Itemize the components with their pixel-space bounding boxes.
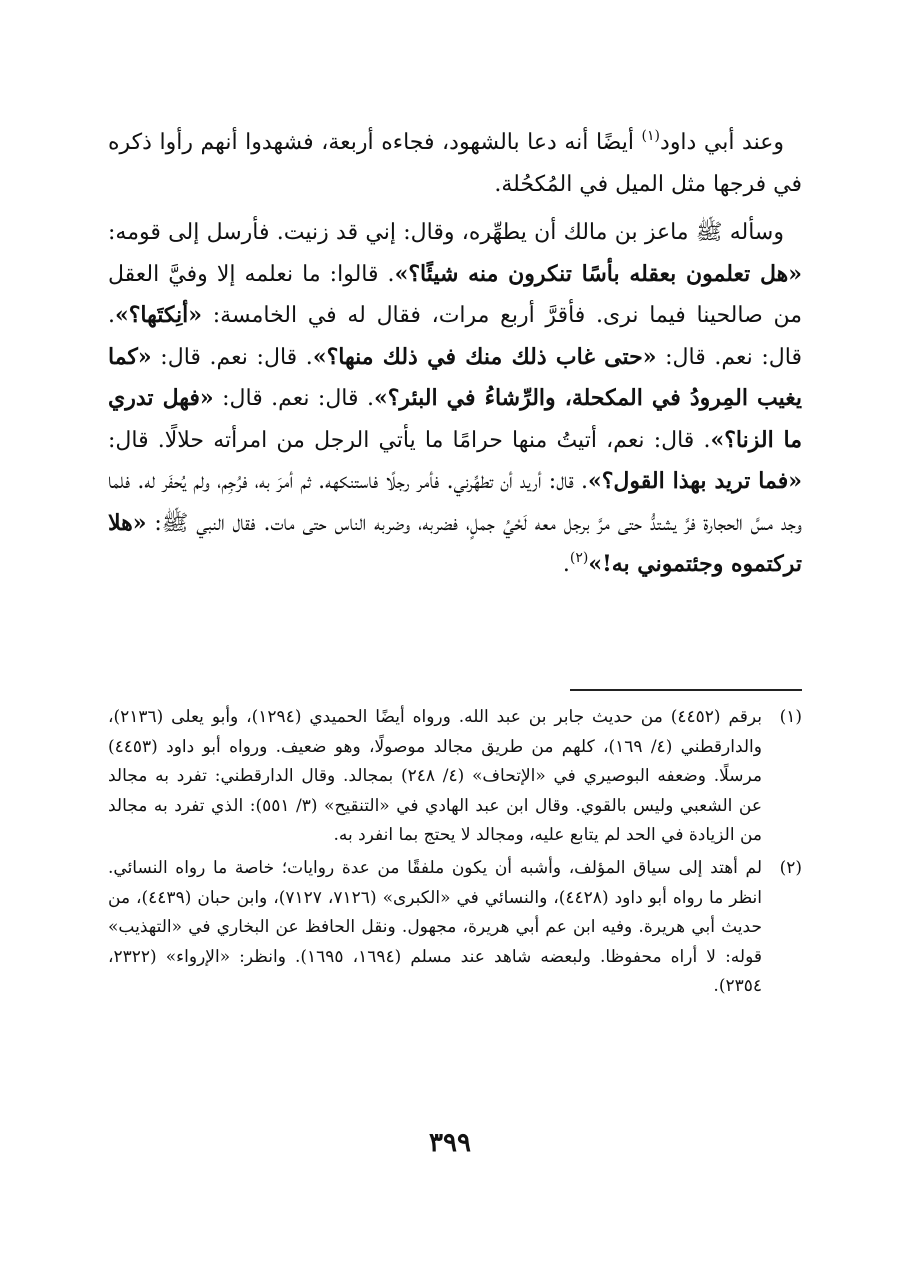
footnote-2-text: لم أهتد إلى سياق المؤلف، وأشبه أن يكون ملفقًا من عدة روايات؛ خاصة ما رواه النسائي. انظر ما رواه أبو داود (٤٤٢٨)، والنسائي في «الكبرى» (٧١٢٦، ٧١٢٧)، وابن حبان (٤٤٣٩)، من حديث أبي هريرة. وفيه ابن عم أبي هريرة، مجهول. ونقل الحافظ عن البخاري في «التهذيب» قوله: لا أراه محفوظا. ولبعضه شاهد عند مسلم (١٦٩٤، ١٦٩٥). وانظر: «الإرواء» (٢٣٢٢، ٢٣٥٤). bbox=[108, 857, 763, 997]
hadith-quote-3: «حتى غاب ذلك منك في ذلك منها؟» bbox=[312, 343, 657, 370]
footnote-separator bbox=[570, 689, 802, 691]
footnote-1 bbox=[108, 703, 802, 851]
paragraph-2-segment-4: . قال: نعم. قال: bbox=[151, 344, 313, 370]
paragraph-1-part-a: وعند أبي داود bbox=[660, 130, 784, 155]
hadith-quote-4: «كما يغيب المِرودُ في المكحلة، والرِّشاءُ في البئر؟» bbox=[108, 343, 802, 411]
paragraph-2-segment-1: وسأله ﷺ ماعز بن مالك أن يطهِّره، وقال: إني قد زنيت. فأرسل إلى قومه: bbox=[108, 220, 784, 245]
footnote-1-text: برقم (٤٤٥٢) من حديث جابر بن عبد الله. ورواه أيضًا الحميدي (١٢٩٤)، وأبو يعلى (٢١٣٦)، والدارقطني (٤/ ١٦٩)، كلهم من طريق مجالد موصولًا، وهو ضعيف. ورواه أبو داود (٤٤٥٣) مرسلًا. وضعفه البوصيري في «الإتحاف» (٤/ ٢٤٨) بمجالد. وقال الدارقطني: تفرد به مجالد عن الشعبي وليس بالقوي. وقال ابن عبد الهادي في «التنقيح» (٣/ ٥٥١): الذي تفرد به مجالد من الزيادة في الحد لم يتابع عليه، ومجالد لا يحتج بما انفرد به. bbox=[108, 707, 763, 846]
footnote-ref-1: (١) bbox=[641, 128, 661, 144]
hadith-quote-7: «هلا تركتموه وجئتموني به!» bbox=[108, 509, 802, 577]
hadith-quote-5: «فهل تدري ما الزنا؟» bbox=[108, 385, 802, 453]
hadith-quote-6: «فما تريد بهذا القول؟» bbox=[587, 468, 802, 494]
paragraph-1 bbox=[108, 122, 802, 205]
paragraph-2-segment-6: . قال: نعم، أتيتُ منها حرامًا ما يأتي الرجل من امرأته حلالًا. قال: bbox=[108, 427, 711, 453]
footnotes bbox=[108, 703, 802, 1005]
main-text bbox=[108, 122, 802, 593]
paragraph-2-segment-2: . قالوا: ما نعلمه إلا وفيَّ العقل من صالحينا فيما نرى. فأقرَّ أربع مرات، فقال له في الخامسة: bbox=[108, 261, 802, 328]
hadith-quote-2: «أنِكتَها؟» bbox=[115, 302, 203, 328]
paragraph-2-end: . bbox=[562, 552, 570, 577]
paragraph-2-segment-7: . قال: أريد أن تطهِّرني. فأمر رجلًا فاستنكهه. ثم أمرَ به، فرُجِم، ولم يُحفَر له. فلما وجد مسَّ الحجارة فرَّ يشتدُّ حتى مرَّ برجل معه لَحْيُ جملٍ، فضربه، وضربه الناس حتى مات. فقال النبي ﷺ: bbox=[108, 469, 802, 536]
footnote-2 bbox=[108, 854, 802, 1002]
hadith-quote-1: «هل تعلمون بعقله بأسًا تنكرون منه شيئًا؟» bbox=[394, 260, 802, 287]
paragraph-2-segment-3: . قال: نعم. قال: bbox=[108, 303, 803, 370]
paragraph-1-part-b: أيضًا أنه دعا بالشهود، فجاءه أربعة، فشهدوا أنهم رأوا ذكره في فرجها مثل الميل في المُكحُلة. bbox=[108, 130, 802, 197]
footnote-ref-2: (٢) bbox=[569, 550, 589, 566]
footnote-2-number: (٢) bbox=[779, 857, 802, 878]
paragraph-2 bbox=[108, 212, 802, 586]
paragraph-2-segment-5: . قال: نعم. قال: bbox=[213, 386, 374, 411]
footnote-1-number: (١) bbox=[779, 707, 802, 727]
page-number: ٣٩٩ bbox=[429, 1128, 471, 1158]
